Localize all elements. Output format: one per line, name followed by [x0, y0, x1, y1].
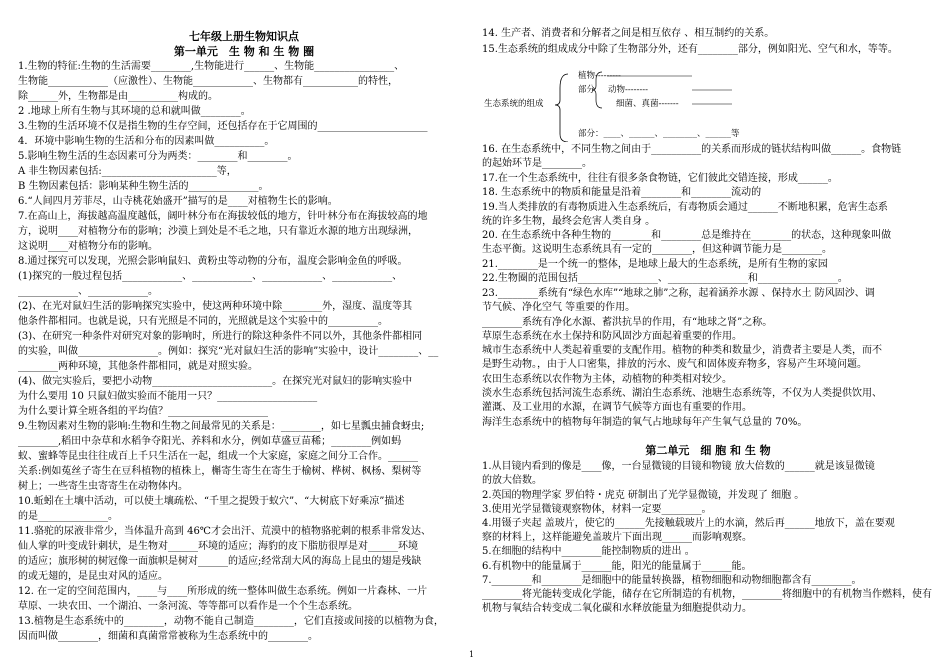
- section-heading: 第二单元 细 胞 和 生 物: [645, 444, 771, 457]
- text-line: 关系:例如菟丝子寄生在豆科植物的植株上，槲寄生寄生在寄生于榆树、桦树、枫杨、梨树等: [18, 466, 422, 477]
- text-line: 16. 在生态系统中，不同生物之间由于__________的关系而形成的链状结构叫做______。食物链: [482, 144, 902, 155]
- text-line: 他条件都相同。也就是说，只有光照是不同的，光照就是这个实验中的__________。: [18, 316, 388, 327]
- section-heading: 第一单元 生 物 和 生 物 圈: [173, 45, 315, 58]
- text-line: 12. 在一定的空间范围内，____与____所形成的统一整体叫做生态系统。例如一片森林、一片: [18, 586, 428, 597]
- text-line: (3)、在研究一种条件对研究对象的影响时，所进行的除这种条件不同以外，其他条件都相同: [18, 331, 423, 342]
- text-line: ____________、____________。: [18, 286, 158, 297]
- text-line: 8.通过探究可以发现，光照会影响鼠妇、黄粉虫等动物的分布，温度会影响金鱼的呼吸。: [18, 256, 408, 267]
- text-line: 20. 在生态系统中各种生物的________和________总是维持在________的状态，这种现象叫做: [482, 230, 892, 241]
- text-line: 草原生态系统在水土保持和防风固沙方面起着重要的作用。: [482, 331, 742, 342]
- text-line: 6.“人间四月芳菲尽，山寺桃花始盛开”描写的是____对植物生长的影响。: [18, 196, 338, 207]
- text-line: 的是______________。: [18, 511, 118, 522]
- diagram-plant: 植物---------: [578, 71, 621, 81]
- text-line: 6.有机物中的能量属于______能，阳光的能量属于______能。: [482, 561, 752, 572]
- text-line: 18. 生态系统中的物质和能量是沿着________和________流动的: [482, 187, 762, 198]
- text-line: 22.生物圈的范围包括________________、________________和________________。: [482, 273, 848, 284]
- text-line: B 生物因素包括：影响某种生物生活的______________。: [18, 181, 269, 192]
- text-line: 1.从目镜内看到的像是____像，一台显微镜的目镜和物镜 放大倍数的______就是该显微镜: [482, 461, 875, 472]
- text-line: 的起始环节是________。: [482, 158, 592, 169]
- text-line: 节气候、净化空气 等重要的作用。: [482, 302, 636, 313]
- text-line: 仙人掌的叶变成针刺状，是生物对______环境的适应；海豹的皮下脂肪很厚是对______环境: [18, 541, 418, 552]
- text-line: 这说明____对植物分布的影响。: [18, 241, 158, 252]
- text-line: 2.英国的物理学家 罗伯特・虎克 研制出了光学显微镜，并发现了 细胞 。: [482, 490, 805, 501]
- text-line: 5.影响生物生活的生态因素可分为两类：________和________。: [18, 151, 298, 162]
- diagram-nonliving: 部分：____、______、________、______等: [578, 129, 740, 139]
- diagram-animal: 动物--------: [608, 85, 648, 95]
- text-line: 23.________系统有“绿色水库”“地球之肺”之称，起着涵养水源 、保持水土 防风固沙、调: [482, 288, 875, 299]
- diagram-decomposer: 细菌、真菌-------: [616, 99, 679, 109]
- text-line: 的实验，叫做________________。例如：探究“光对鼠妇生活的影响”实验中，设计________、__: [18, 346, 439, 357]
- text-line: 灌溉、及工业用的水源，在调节气候等方面也有重要的作用。: [482, 402, 752, 413]
- text-line: 是野生动物。，由于人口密集，排放的污水、废气和固体废弃物多，容易产生环境问题。: [482, 359, 867, 370]
- text-line: 2 .地球上所有生物与其环境的总和就叫做________。: [18, 106, 251, 117]
- text-line: 21.________是一个统一的整体，是地球上最大的生态系统，是所有生物的家园: [482, 259, 828, 270]
- text-line: ________系统有净化水源、蓄洪抗旱的作用，有“地球之肾”之称。: [482, 317, 773, 328]
- text-line: 17.在一个生态系统中，往往有很多条食物链，它们彼此交错连接，形成______。: [482, 173, 838, 184]
- text-line: 海洋生态系统中的植物每年制造的氧气占地球每年产生氧气总量的 70%。: [482, 417, 808, 428]
- text-line: 树上；一些寄生虫寄寄生在动物体内。: [18, 481, 188, 492]
- text-line: 10.蚯蚓在土壤中活动，可以使土壤疏松、“千里之提毁于蚁穴”、“大树底下好乘凉”描述: [18, 496, 405, 507]
- text-line: 15.生态系统的组成成分中除了生物部分外，还有________部分，例如阳光、空气和水，等等。: [482, 44, 898, 55]
- text-line: 11.骆驼的尿液非常少，当体温升高到 46℃才会出汗、荒漠中的植物骆驼刺的根系非常发达、: [18, 526, 431, 537]
- section-heading: 七年级上册生物知识点: [189, 30, 299, 43]
- text-line: 机物与氧结合转变成二氧化碳和水释放能量为细胞提供动力。: [482, 603, 752, 614]
- text-line: 3.生物的生活环境不仅是指生物的生存空间，还包括存在于它周围的______________________: [18, 121, 428, 132]
- text-line: 因而叫做________，细菌和真菌常常被称为生态系统中的________。: [18, 631, 318, 642]
- text-line: A 非生物因素包括:_______________________等，: [18, 166, 237, 177]
- text-line: 蚁、蜜蜂等昆虫往往成百上千只生活在一起，组成一个大家庭，家庭之间分工合作。______: [18, 451, 418, 462]
- text-line: 的适应；旗形树的树冠像一面旗帜是树对______的适应;经常刮大风的海岛上昆虫的翅是残缺: [18, 556, 422, 567]
- text-line: (1)探究的一般过程包括____________、____________、____________、____________、: [18, 271, 403, 282]
- text-line: 的或无翅的，是昆虫对风的适应。: [18, 571, 168, 582]
- text-line: 5.在细胞的结构中________能控制物质的进出 。: [482, 546, 695, 557]
- text-line: 城市生态系统中人类起着重要的支配作用。植物的种类和数量少，消费者主要是人类，而不: [482, 345, 882, 356]
- text-line: 生态平衡。这说明生态系统具有一定的________，但这种调节能力是________。: [482, 244, 832, 255]
- text-line: 统的许多生物，最终会危害人类自身 。: [482, 216, 656, 227]
- text-line: 3.使用光学显微镜观察物体，材料一定要________。: [482, 504, 712, 515]
- text-line: 7.________和________是细胞中的能量转换器，植物细胞和动物细胞都含有________。: [482, 575, 862, 586]
- text-line: 生物能____________（应激性）、生物能____________、生物都有___________的特性，: [18, 76, 398, 87]
- text-line: 为什么要计算全班各组的平均值？____________________: [18, 406, 268, 417]
- text-line: 19.当人类排放的有毒物质进入生态系统后，有毒物质会通过______不断地积累，危害生态系: [482, 202, 888, 213]
- text-line: 为什么要用 10 只鼠妇做实验而不能用一只？____________________: [18, 391, 318, 402]
- text-line: ________将光能转变成化学能，储存在它所制造的有机物，________将细胞中的有机物当作燃料，使有: [482, 589, 932, 600]
- diagram-root: 生态系统的组成: [484, 99, 544, 109]
- text-line: 7.在高山上，海拔越高温度越低，阔叶林分布在海拔较低的地方，针叶林分布在海拔较高的地: [18, 211, 428, 222]
- text-line: 的放大倍数。: [482, 475, 542, 486]
- text-line: (4)、做完实验后，要把小动物________________________。在探究光对鼠妇的影响实验中: [18, 376, 413, 387]
- text-line: 察的材料上，这样能避免盖玻片下面出现______而影响观察。: [482, 532, 752, 543]
- text-line: 1.生物的特征:生物的生活需要________,生物能进行______、生物能________________、: [18, 61, 405, 72]
- text-line: ________两种环境，其他条件都相同，就是对照实验。: [18, 361, 258, 372]
- text-line: 除______外，生物都是由__________构成的。: [18, 91, 218, 102]
- text-line: 农田生态系统以农作物为主体，动植物的种类相对较少。: [482, 374, 732, 385]
- text-line: 4.用镊子夹起 盖玻片，使它的______先接触载玻片上的水滴，然后再______地放下，盖在要观: [482, 518, 895, 529]
- text-line: ________,稻田中杂草和水稻争夺阳光、养料和水分，例如草盛豆苗稀；________例如蚂: [18, 436, 402, 447]
- text-line: 4．环境中影响生物的生活和分布的因素叫做__________。: [18, 136, 275, 147]
- diagram-living-part: 部分: [578, 85, 596, 95]
- page-number: 1: [469, 650, 475, 659]
- text-line: 13.植物是生态系统中的________，动物不能自己制造________，它们直接或间接的以植物为食，: [18, 616, 444, 627]
- text-line: 9.生物因素对生物的影响:生物和生物之间最常见的关系是：________，如七星瓢虫捕食蚜虫;: [18, 421, 425, 432]
- text-line: 草原、一块农田、一个湖泊、一条河流、等等都可以看作是一个个生态系统。: [18, 601, 358, 612]
- text-line: (2)、在光对鼠妇生活的影响探究实验中，使这两种环境中除________外，湿度、温度等其: [18, 301, 413, 312]
- text-line: 14. 生产者、消费者和分解者之间是相互依存 、相互制约的关系。: [482, 28, 775, 39]
- text-line: 方，说明____对植物分布的影响；沙漠上到处是不毛之地，只有靠近水源的地方出现绿洲，: [18, 226, 418, 237]
- text-line: 淡水生态系统包括河流生态系统、湖泊生态系统、池塘生态系统等，不仅为人类提供饮用、: [482, 388, 882, 399]
